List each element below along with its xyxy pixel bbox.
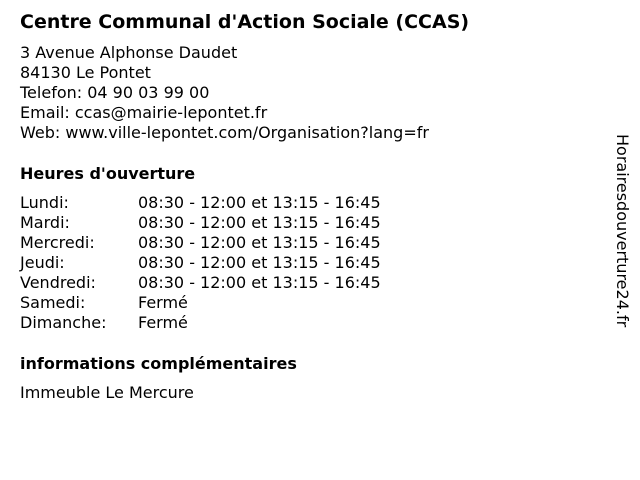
phone-number: Telefon: 04 90 03 99 00: [20, 83, 210, 102]
time-value: 08:30 - 12:00 et 13:15 - 16:45: [138, 253, 381, 272]
day-label: Dimanche:: [20, 313, 107, 332]
day-label: Jeudi:: [20, 253, 65, 272]
additional-info-text: Immeuble Le Mercure: [20, 383, 194, 402]
hours-row-friday: [20, 273, 440, 293]
city-address: 84130 Le Pontet: [20, 63, 151, 82]
time-value: 08:30 - 12:00 et 13:15 - 16:45: [138, 193, 381, 212]
day-label: Lundi:: [20, 193, 69, 212]
time-value: 08:30 - 12:00 et 13:15 - 16:45: [138, 273, 381, 292]
email-address: Email: ccas@mairie-lepontet.fr: [20, 103, 268, 122]
hours-row-wednesday: [20, 233, 440, 253]
time-value: Fermé: [138, 293, 188, 312]
website-address: Web: www.ville-lepontet.com/Organisation?lang=fr: [20, 123, 429, 142]
time-value: 08:30 - 12:00 et 13:15 - 16:45: [138, 213, 381, 232]
hours-row-tuesday: [20, 213, 440, 233]
day-label: Mardi:: [20, 213, 70, 232]
day-label: Samedi:: [20, 293, 86, 312]
time-value: 08:30 - 12:00 et 13:15 - 16:45: [138, 233, 381, 252]
time-value: Fermé: [138, 313, 188, 332]
street-address: 3 Avenue Alphonse Daudet: [20, 43, 238, 62]
hours-row-sunday: [20, 313, 440, 333]
hours-row-saturday: [20, 293, 440, 313]
opening-hours-heading: Heures d'ouverture: [20, 164, 196, 183]
site-watermark: Horairesdouverture24.fr: [613, 134, 632, 328]
additional-info-heading: informations complémentaires: [20, 354, 297, 373]
opening-hours-table: [20, 193, 440, 333]
page-title: Centre Communal d'Action Sociale (CCAS): [20, 11, 470, 33]
day-label: Mercredi:: [20, 233, 95, 252]
address-block: [20, 43, 429, 143]
hours-row-thursday: [20, 253, 440, 273]
day-label: Vendredi:: [20, 273, 96, 292]
hours-row-monday: [20, 193, 440, 213]
